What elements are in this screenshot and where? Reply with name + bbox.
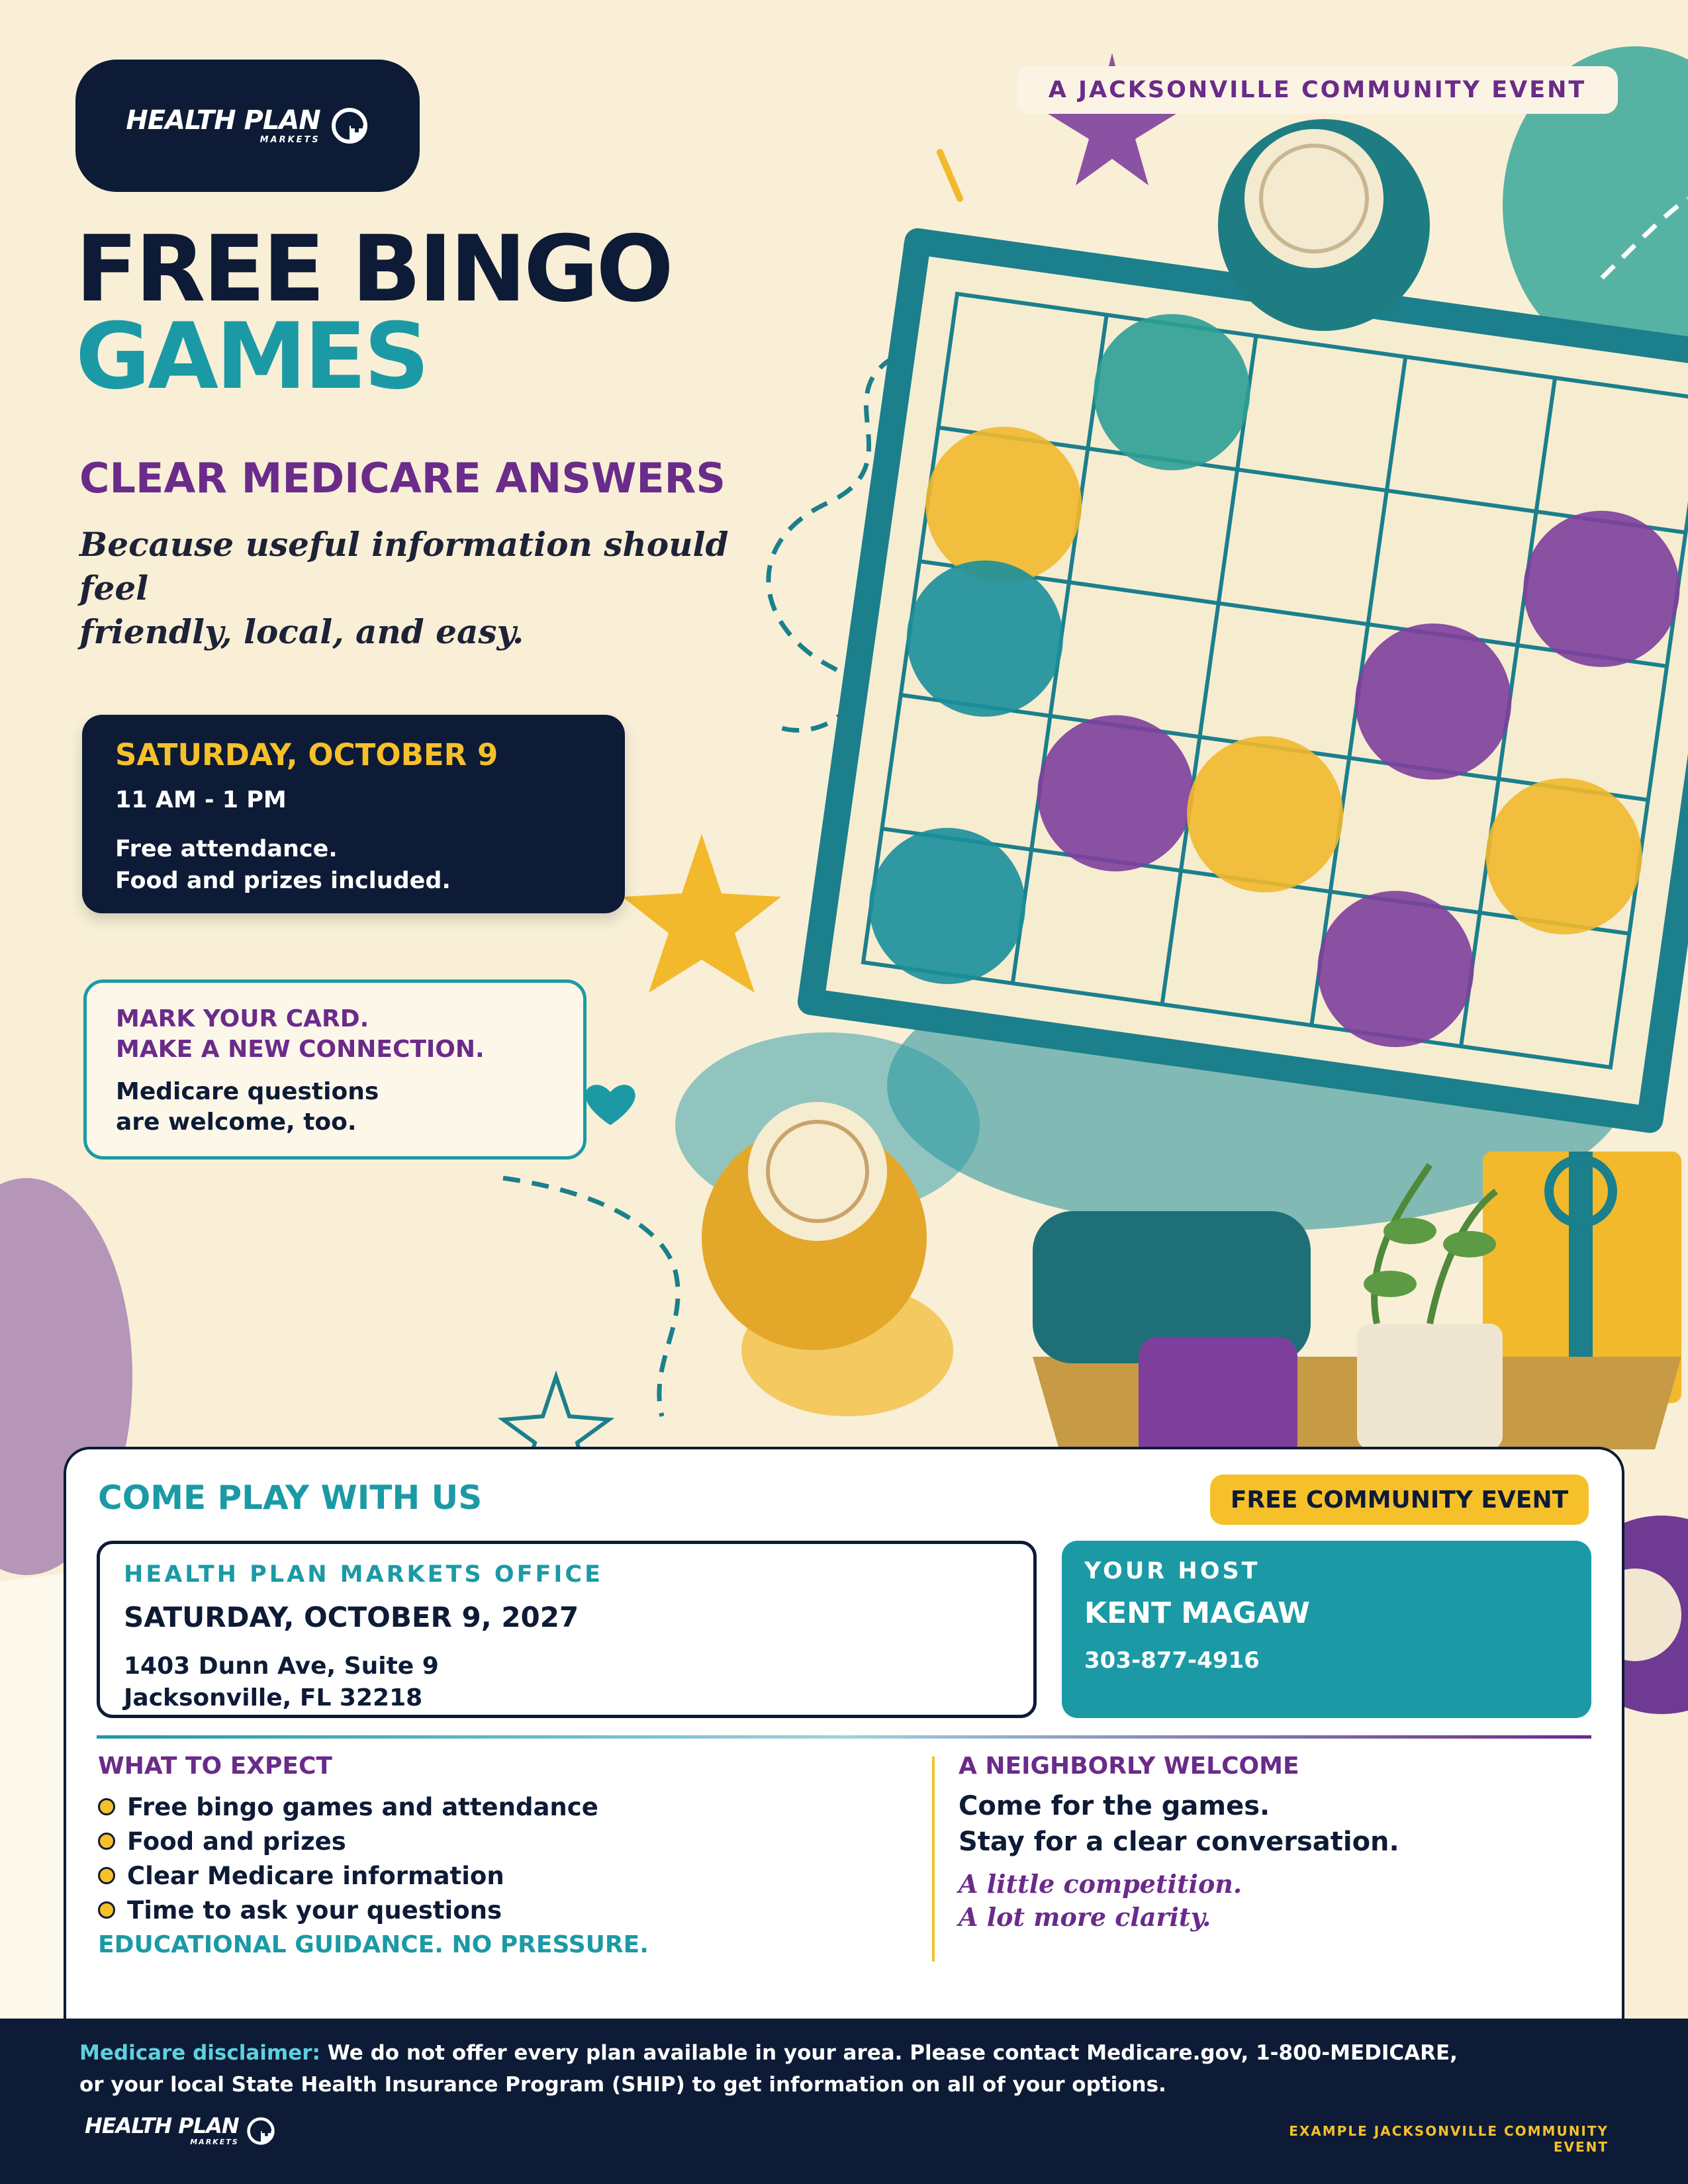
office-label: HEALTH PLAN MARKETS OFFICE xyxy=(124,1561,604,1588)
office-address-line-2: Jacksonville, FL 32218 xyxy=(124,1684,423,1711)
expect-title: WHAT TO EXPECT xyxy=(98,1752,332,1780)
tagline xyxy=(79,523,741,654)
welcome-title: A NEIGHBORLY WELCOME xyxy=(959,1752,1299,1780)
headline-line-1: FREE BINGO xyxy=(75,216,671,322)
disclaimer-text-1: We do not offer every plan available in your area. Please contact Medicare.gov, 1-800-MEDICARE, xyxy=(320,2041,1458,2065)
list-item xyxy=(98,1790,598,1824)
mark-card-line-3: Medicare questions xyxy=(116,1078,379,1105)
welcome-italic-line-1: A little competition. xyxy=(959,1869,1243,1899)
mark-card-heading xyxy=(116,1004,554,1065)
event-detail-attendance: Free attendance. xyxy=(115,836,338,862)
event-detail-food: Food and prizes included. xyxy=(115,868,451,894)
brand-mark-icon xyxy=(330,106,369,146)
brand-logo xyxy=(75,60,420,192)
office-address-line-1: 1403 Dunn Ave, Suite 9 xyxy=(124,1653,439,1680)
list-item-label: Time to ask your questions xyxy=(127,1895,502,1925)
disclaimer-line-1 xyxy=(79,2037,1470,2069)
welcome-italic xyxy=(959,1868,1242,1934)
expect-footer: EDUCATIONAL GUIDANCE. NO PRESSURE. xyxy=(98,1931,649,1958)
list-item xyxy=(98,1824,598,1858)
welcome-body xyxy=(959,1788,1399,1860)
mark-card-line-4: are welcome, too. xyxy=(116,1109,357,1136)
footer-brand-mark-icon xyxy=(246,2116,276,2146)
bullet-icon xyxy=(98,1798,115,1815)
panel-title: COME PLAY WITH US xyxy=(98,1479,483,1517)
tagline-line-1: Because useful information should feel xyxy=(79,525,729,608)
bullet-icon xyxy=(98,1901,115,1919)
expect-list xyxy=(98,1790,598,1927)
mark-card-body xyxy=(116,1077,554,1138)
office-location-box xyxy=(97,1541,1037,1718)
brand-name: HEALTH PLAN xyxy=(126,105,320,136)
column-divider xyxy=(932,1756,935,1962)
office-address xyxy=(124,1651,1009,1714)
medicare-disclaimer xyxy=(79,2037,1470,2101)
disclaimer-line-2: or your local State Health Insurance Program (SHIP) to get information on all of your options. xyxy=(79,2073,1166,2097)
list-item xyxy=(98,1858,598,1893)
list-item-label: Clear Medicare information xyxy=(127,1861,504,1890)
welcome-italic-line-2: A lot more clarity. xyxy=(959,1902,1211,1932)
list-item xyxy=(98,1893,598,1927)
footer-brand-name: HEALTH PLAN xyxy=(85,2113,239,2138)
list-item-label: Free bingo games and attendance xyxy=(127,1792,598,1821)
list-item-label: Food and prizes xyxy=(127,1827,346,1856)
welcome-line-2: Stay for a clear conversation. xyxy=(959,1827,1399,1857)
free-event-badge: FREE COMMUNITY EVENT xyxy=(1210,1475,1589,1525)
event-date-card xyxy=(82,715,625,913)
community-event-tag: A JACKSONVILLE COMMUNITY EVENT xyxy=(1017,66,1618,114)
tagline-line-2: friendly, local, and easy. xyxy=(79,612,524,651)
headline-line-2: GAMES xyxy=(75,303,428,410)
office-date: SATURDAY, OCTOBER 9, 2027 xyxy=(124,1601,579,1633)
subheadline: CLEAR MEDICARE ANSWERS xyxy=(79,454,726,502)
bullet-icon xyxy=(98,1833,115,1850)
event-date: SATURDAY, OCTOBER 9 xyxy=(115,737,498,772)
disclaimer-label: Medicare disclaimer: xyxy=(79,2041,320,2065)
footer-brand-sub: MARKETS xyxy=(190,2138,239,2146)
footer-logo xyxy=(85,2115,276,2146)
host-label: YOUR HOST xyxy=(1084,1558,1260,1584)
footer-event-note: EXAMPLE JACKSONVILLE COMMUNITY EVENT xyxy=(1289,2123,1609,2155)
bullet-icon xyxy=(98,1867,115,1884)
host-box xyxy=(1062,1541,1591,1718)
host-phone[interactable]: 303-877-4916 xyxy=(1084,1647,1260,1674)
mark-card-line-1: MARK YOUR CARD. xyxy=(116,1005,369,1032)
mark-your-card-box xyxy=(83,979,586,1160)
mark-card-line-2: MAKE A NEW CONNECTION. xyxy=(116,1036,485,1063)
event-details xyxy=(115,833,592,897)
event-time: 11 AM - 1 PM xyxy=(115,787,287,813)
welcome-line-1: Come for the games. xyxy=(959,1791,1270,1821)
brand-sub: MARKETS xyxy=(259,134,320,145)
host-name: KENT MAGAW xyxy=(1084,1596,1310,1630)
section-divider xyxy=(97,1735,1591,1739)
